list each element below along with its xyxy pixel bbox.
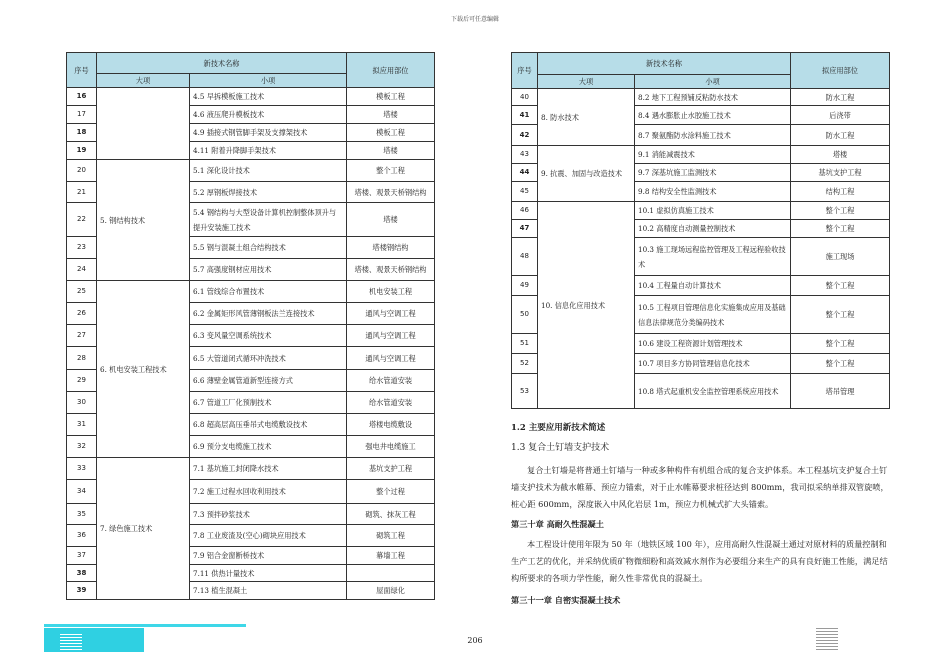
table-row: 34 7.2 施工过程水回收利用技术 整个过程 <box>67 480 435 504</box>
header-dept: 拟应用部位 <box>347 53 435 88</box>
table-row: 20 5. 钢结构技术 5.1 深化设计技术 整个工程 <box>67 160 435 182</box>
table-row: 26 6.2 金属矩形风管薄钢板法兰连接技术 通风与空调工程 <box>67 303 435 325</box>
paragraph-durable-concrete: 本工程设计使用年限为 50 年（地铁区域 100 年），应用高耐久性混凝土通过对原材料的质量控制和生产工艺的优化，并采纳优质矿物微细粉和高效减水剂作为必要组分来生产的具有良好施工性能，满足结构所要求的各项力学性能，耐久性非常优良的混凝土。 <box>511 539 888 583</box>
table-row: 29 6.6 薄壁金属管道新型连接方式 给水管道安装 <box>67 370 435 392</box>
table-row: 44 9.7 深基坑施工监测技术 基坑支护工程 <box>512 164 890 182</box>
header-minor: 小项 <box>635 75 791 89</box>
footer-stripes-icon <box>816 626 838 650</box>
subsection-heading: 1.3 复合土钉墙支护技术 <box>511 443 610 453</box>
table-row: 36 7.8 工业废渣及(空心)砌块应用技术 砌筑工程 <box>67 525 435 547</box>
table-row: 40 8. 防水技术 8.2 地下工程预铺反粘防水技术 防水工程 <box>512 89 890 106</box>
chapter-30-heading: 第三十章 高耐久性混凝土 <box>511 519 604 529</box>
table-row: 18 4.9 插接式钢管脚手架及支撑架技术 模板工程 <box>67 124 435 142</box>
header-seq: 序号 <box>67 53 97 88</box>
header-name: 新技术名称 <box>538 53 791 75</box>
table-row: 17 4.6 液压爬升模板技术 塔楼 <box>67 106 435 124</box>
table-row: 49 10.4 工程量自动计算技术 整个工程 <box>512 276 890 296</box>
table-row: 42 8.7 聚氨酯防水涂料施工技术 防水工程 <box>512 125 890 146</box>
table-row: 35 7.3 预拌砂浆技术 砌筑、抹灰工程 <box>67 504 435 525</box>
table-row: 31 6.8 超高层高压垂吊式电缆敷设技术 塔楼电缆敷设 <box>67 414 435 436</box>
header-minor: 小项 <box>190 74 347 88</box>
major-cell: 5. 钢结构技术 <box>97 160 190 281</box>
table-row: 33 7. 绿色施工技术 7.1 基坑施工封闭降水技术 基坑支护工程 <box>67 458 435 480</box>
chapter-31-heading: 第三十一章 自密实混凝土技术 <box>511 595 621 605</box>
table-row: 53 10.8 塔式起重机安全监控管理系统应用技术 塔吊管理 <box>512 374 890 409</box>
table-row: 45 9.8 结构安全性监测技术 结构工程 <box>512 182 890 202</box>
table-row: 21 5.2 厚钢板焊接技术 塔楼、观景天桥钢结构 <box>67 182 435 203</box>
table-row: 51 10.6 建设工程资源计划管理技术 整个工程 <box>512 334 890 354</box>
table-row: 50 10.5 工程项目管理信息化实施集成应用及基础信息法律规范分类编码技术 整个工程 <box>512 296 890 334</box>
table-row: 28 6.5 大管道闭式循环冲洗技术 通风与空调工程 <box>67 347 435 370</box>
major-cell: 6. 机电安装工程技术 <box>97 281 190 458</box>
header-major: 大项 <box>538 75 635 89</box>
table-row: 48 10.3 施工现场远程监控管理及工程远程验收技术 施工现场 <box>512 238 890 276</box>
major-cell <box>97 88 190 160</box>
left-tech-table <box>66 52 435 600</box>
table-row: 25 6. 机电安装工程技术 6.1 管线综合布置技术 机电安装工程 <box>67 281 435 303</box>
table-row: 38 7.11 供热计量技术 <box>67 565 435 582</box>
paragraph-soil-nail: 复合土钉墙是将普通土钉墙与一种或多种构件有机组合成的复合支护体系。本工程基坑支护复合土钉墙支护技术为截水帷幕、预应力锚索，对于止水帷幕要求桩径达到 800mm，我司拟采纳单排双管旋喷，桩心距 600mm，深度嵌入中风化岩层 1m，预应力机械式扩大头锚索。 <box>511 465 889 509</box>
page-number: 206 <box>467 636 483 645</box>
table-row: 23 5.5 钢与混凝土组合结构技术 塔楼钢结构 <box>67 237 435 259</box>
table-row: 47 10.2 高精度自动测量控制技术 整个工程 <box>512 220 890 238</box>
section-heading: 1.2 主要应用新技术简述 <box>511 423 606 433</box>
major-cell: 10. 信息化应用技术 <box>538 202 635 409</box>
header-seq: 序号 <box>512 53 538 89</box>
table-row: 37 7.9 铝合金窗断桥技术 幕墙工程 <box>67 547 435 565</box>
table-row: 32 6.9 预分支电缆施工技术 强电井电缆施工 <box>67 436 435 458</box>
table-row: 27 6.3 变风量空调系统技术 通风与空调工程 <box>67 325 435 347</box>
major-cell: 7. 绿色施工技术 <box>97 458 190 600</box>
major-cell: 8. 防水技术 <box>538 89 635 146</box>
table-row: 19 4.11 附着升降脚手架技术 塔楼 <box>67 142 435 160</box>
header-name: 新技术名称 <box>97 53 347 74</box>
major-cell: 9. 抗震、加固与改造技术 <box>538 146 635 202</box>
header-dept: 拟应用部位 <box>791 53 890 89</box>
header-major: 大项 <box>97 74 190 88</box>
footer-decoration-bar <box>44 624 246 627</box>
table-row: 41 8.4 遇水膨胀止水胶施工技术 后浇带 <box>512 106 890 125</box>
table-row: 43 9. 抗震、加固与改造技术 9.1 消能减震技术 塔楼 <box>512 146 890 164</box>
table-row: 24 5.7 高强度钢材应用技术 塔楼、观景天桥钢结构 <box>67 259 435 281</box>
table-row: 16 4.5 早拆模板施工技术 模板工程 <box>67 88 435 106</box>
table-row: 46 10. 信息化应用技术 10.1 虚拟仿真施工技术 整个工程 <box>512 202 890 220</box>
table-row: 22 5.4 钢结构与大型设备计算机控制整体顶升与提升安装施工技术 塔楼 <box>67 203 435 237</box>
table-row: 30 6.7 管道工厂化预制技术 给水管道安装 <box>67 392 435 414</box>
table-row: 52 10.7 项目多方协同管理信息化技术 整个工程 <box>512 354 890 374</box>
table-row: 39 7.13 植生混凝土 屋面绿化 <box>67 582 435 600</box>
header-note: 下载后可任意编辑 <box>450 16 499 23</box>
right-tech-table <box>511 52 890 409</box>
